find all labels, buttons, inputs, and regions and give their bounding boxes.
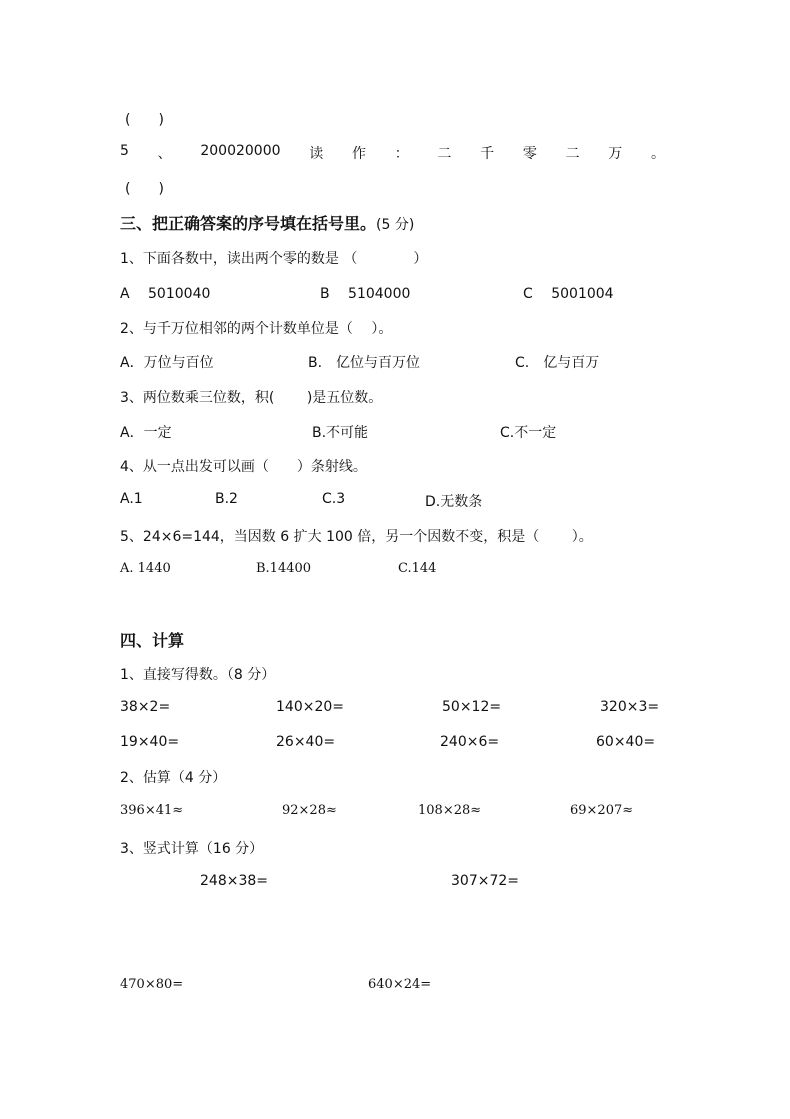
estimate-item: 92×28≈: [282, 803, 337, 818]
item-number-value: 200020000: [200, 143, 281, 159]
subsection-title: 1、直接写得数。（8 分）: [120, 667, 276, 683]
question-2: 2、与千万位相邻的两个计数单位是（ ）。: [120, 321, 393, 337]
calc-item: 60×40=: [596, 734, 656, 750]
option-a: A. 1440: [120, 561, 171, 576]
option-c: C.144: [398, 561, 437, 576]
option-d: D.无数条: [425, 494, 483, 510]
item-period: 。: [651, 146, 665, 162]
estimate-item: 69×207≈: [570, 803, 634, 818]
option-a: A.1: [120, 491, 143, 507]
item-word: 作: [351, 146, 366, 162]
option-a: A．一定: [120, 425, 172, 441]
calc-item: 19×40=: [120, 734, 180, 750]
estimate-item: 396×41≈: [120, 803, 184, 818]
section-title: 三、把正确答案的序号填在括号里。: [120, 214, 377, 233]
subsection-title: 3、竖式计算（16 分）: [120, 841, 264, 857]
item-word: 读: [309, 146, 324, 162]
option-c: C 5001004: [523, 286, 614, 302]
option-b: B 5104000: [320, 286, 411, 302]
vertical-calc-item: 248×38=: [200, 873, 268, 889]
option-b: B.不可能: [312, 425, 369, 441]
item-char: 零: [522, 146, 537, 162]
item-char: 二: [565, 146, 580, 162]
question-5: 5、24×6=144，当因数 6 扩大 100 倍，另一个因数不变，积是（ ）。: [120, 529, 593, 545]
option-b: B.2: [215, 491, 238, 507]
option-b: B. 亿位与百万位: [308, 355, 421, 371]
option-c: C.不一定: [500, 425, 557, 441]
calc-item: 38×2=: [120, 699, 171, 715]
option-a: A 5010040: [120, 286, 211, 302]
question-1: 1、下面各数中，读出两个零的数是 （ ）: [120, 251, 428, 267]
item-char: 二: [437, 146, 452, 162]
item-number: 5: [120, 143, 129, 159]
vertical-calc-item: 470×80=: [120, 977, 184, 992]
calc-item: 320×3=: [600, 699, 660, 715]
item-char: 万: [608, 146, 623, 162]
calc-item: 240×6=: [440, 734, 500, 750]
section-title: 四、计算: [120, 631, 185, 650]
item-char: 千: [480, 146, 495, 162]
calc-item: 50×12=: [442, 699, 502, 715]
option-c: C.3: [322, 491, 346, 507]
estimate-item: 108×28≈: [418, 803, 482, 818]
answer-blank: ( ): [125, 112, 164, 128]
item-separator: 、: [157, 146, 172, 162]
section-heading: [120, 211, 414, 234]
vertical-calc-item: 640×24=: [368, 977, 432, 992]
option-a: A．万位与百位: [120, 355, 214, 371]
question-4: 4、从一点出发可以画（ ）条射线。: [120, 459, 367, 475]
option-c: C. 亿与百万: [515, 355, 600, 371]
calc-item: 140×20=: [276, 699, 344, 715]
option-b: B.14400: [256, 561, 312, 576]
statement-item-5: [120, 143, 665, 163]
question-3: 3、两位数乘三位数，积( )是五位数。: [120, 390, 383, 406]
calc-item: 26×40=: [276, 734, 336, 750]
item-colon: ：: [394, 146, 409, 162]
answer-blank: ( ): [125, 181, 164, 197]
subsection-title: 2、估算（4 分）: [120, 770, 227, 786]
section-points: (5 分): [376, 217, 415, 233]
vertical-calc-item: 307×72=: [451, 873, 519, 889]
